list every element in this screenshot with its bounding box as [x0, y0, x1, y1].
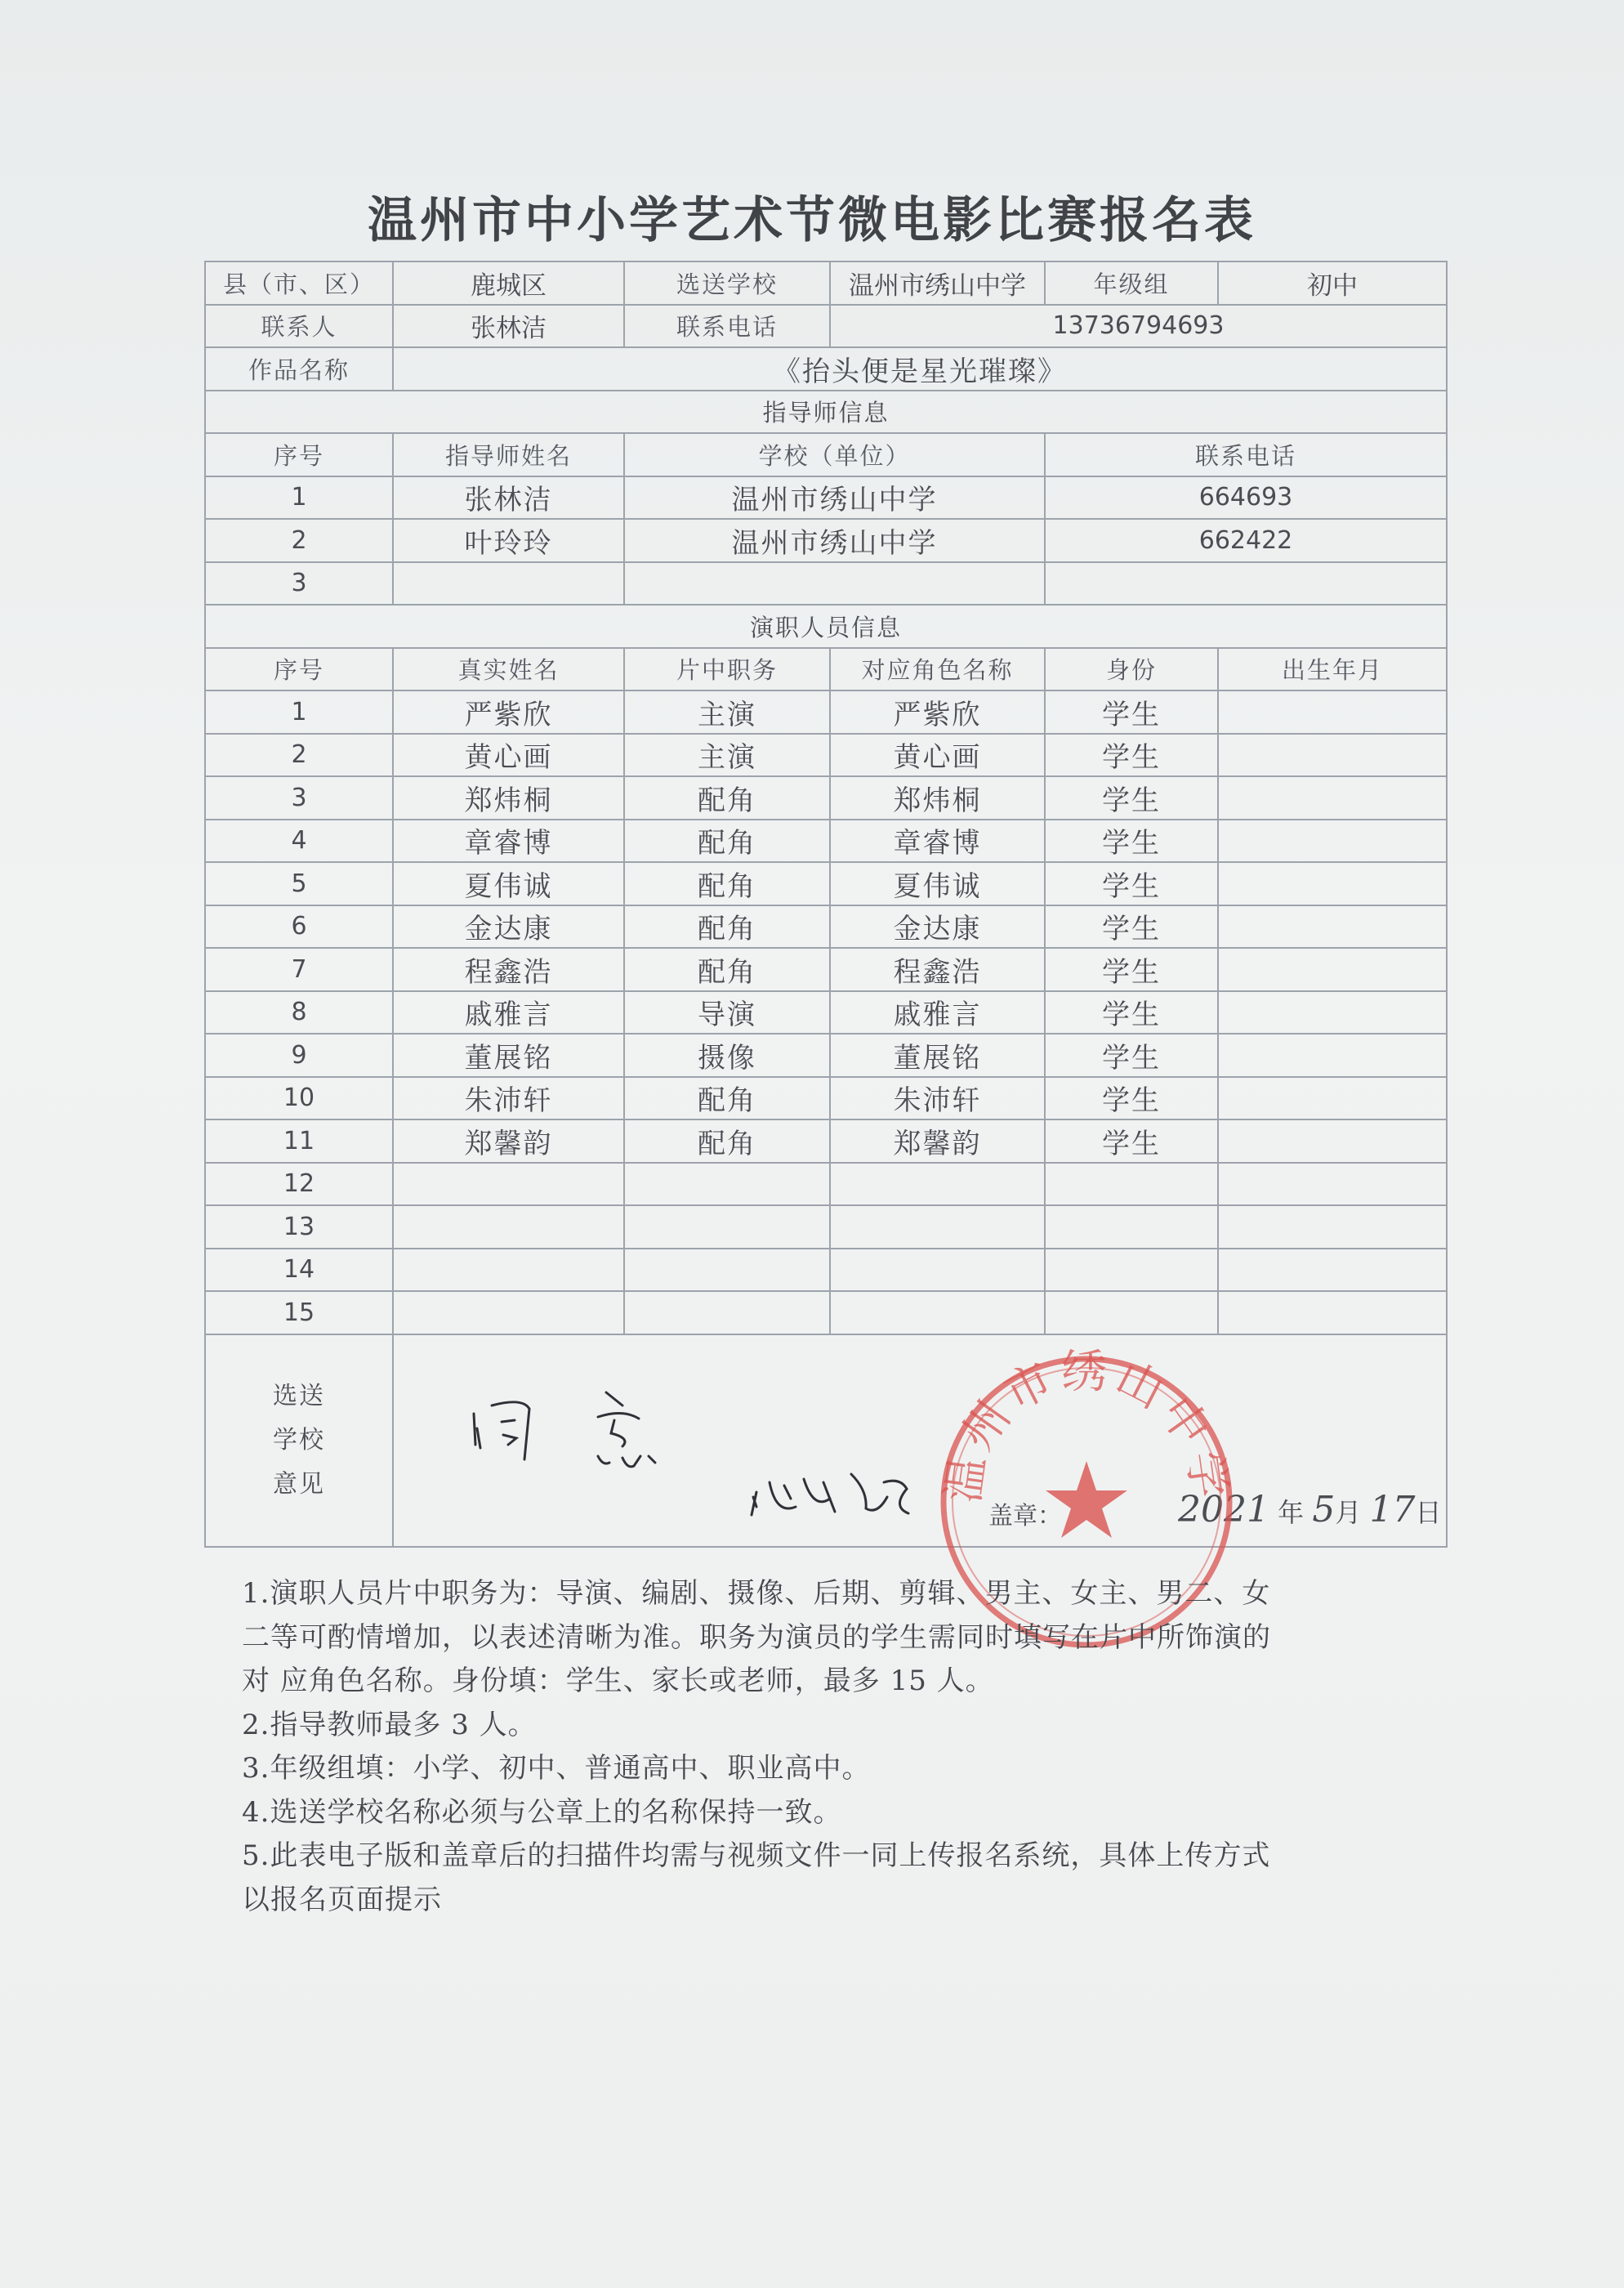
cast-character: 郑馨韵	[830, 1119, 1045, 1163]
work-label: 作品名称	[205, 347, 393, 391]
note-line: 对 应角色名称。身份填：学生、家长或老师，最多 15 人。	[242, 1665, 994, 1697]
cast-no: 13	[205, 1205, 393, 1249]
cast-birth	[1218, 776, 1447, 820]
cast-character: 严紫欣	[830, 690, 1045, 734]
cast-character: 金达康	[830, 905, 1045, 949]
instructor-row	[205, 519, 1447, 562]
cast-role: 摄像	[624, 1034, 830, 1077]
handwritten-principal-signature	[745, 1450, 941, 1531]
cast-row	[205, 948, 1447, 991]
cast-row	[205, 905, 1447, 949]
cast-identity: 学生	[1045, 734, 1218, 777]
cast-section-title: 演职人员信息	[205, 605, 1447, 648]
cast-header-role: 片中职务	[624, 648, 830, 691]
cast-row	[205, 1034, 1447, 1077]
instructor-section-row	[205, 391, 1447, 434]
cast-no: 14	[205, 1249, 393, 1292]
date-day: 17	[1369, 1488, 1416, 1531]
cast-identity: 学生	[1045, 820, 1218, 863]
cast-no: 7	[205, 948, 393, 991]
cast-character: 章睿博	[830, 820, 1045, 863]
school-value: 温州市绣山中学	[830, 261, 1045, 305]
instructor-name: 叶玲玲	[393, 519, 624, 562]
cast-name: 金达康	[393, 905, 624, 949]
cast-name	[393, 1163, 624, 1206]
cast-no: 5	[205, 862, 393, 905]
handwritten-opinion-signature	[459, 1381, 704, 1487]
cast-no: 10	[205, 1077, 393, 1120]
seal-label: 盖章：	[988, 1501, 1062, 1531]
cast-identity: 学生	[1045, 1119, 1218, 1163]
cast-header-character: 对应角色名称	[830, 648, 1045, 691]
cast-name: 夏伟诚	[393, 862, 624, 905]
cast-header-name: 真实姓名	[393, 648, 624, 691]
note-line: 2.指导教师最多 3 人。	[242, 1708, 537, 1741]
cast-name: 严紫欣	[393, 690, 624, 734]
cast-no: 15	[205, 1291, 393, 1334]
cast-role: 导演	[624, 991, 830, 1035]
cast-character	[830, 1163, 1045, 1206]
cast-row	[205, 1291, 1447, 1334]
cast-row	[205, 1205, 1447, 1249]
cast-no: 9	[205, 1034, 393, 1077]
phone-value: 13736794693	[830, 305, 1447, 348]
cast-no: 4	[205, 820, 393, 863]
cast-row	[205, 1077, 1447, 1120]
cast-role: 配角	[624, 1119, 830, 1163]
cast-name: 戚雅言	[393, 991, 624, 1035]
cast-row	[205, 820, 1447, 863]
cast-header-no: 序号	[205, 648, 393, 691]
date-month-char: 月	[1335, 1496, 1362, 1528]
cast-identity: 学生	[1045, 690, 1218, 734]
cast-name: 朱沛轩	[393, 1077, 624, 1120]
cast-name: 章睿博	[393, 820, 624, 863]
grade-label: 年级组	[1045, 261, 1218, 305]
cast-character: 郑炜桐	[830, 776, 1045, 820]
instructor-phone: 662422	[1045, 519, 1447, 562]
cast-birth	[1218, 1249, 1447, 1292]
note-line: 5.此表电子版和盖章后的扫描件均需与视频文件一同上传报名系统，具体上传方式	[242, 1839, 1271, 1872]
basic-row-1	[205, 261, 1447, 305]
cast-name	[393, 1249, 624, 1292]
opinion-row	[205, 1334, 1447, 1547]
note-line: 3.年级组填：小学、初中、普通高中、职业高中。	[242, 1752, 871, 1785]
cast-birth	[1218, 820, 1447, 863]
cast-no: 6	[205, 905, 393, 949]
cast-birth	[1218, 862, 1447, 905]
cast-role: 主演	[624, 734, 830, 777]
cast-header-identity: 身份	[1045, 648, 1218, 691]
contact-value: 张林洁	[393, 305, 624, 348]
cast-character	[830, 1291, 1045, 1334]
cast-role: 配角	[624, 1077, 830, 1120]
cast-header-row	[205, 648, 1447, 691]
cast-row	[205, 1163, 1447, 1206]
cast-name: 郑炜桐	[393, 776, 624, 820]
instructor-no: 1	[205, 476, 393, 520]
cast-row	[205, 690, 1447, 734]
cast-identity: 学生	[1045, 1077, 1218, 1120]
cast-role: 主演	[624, 690, 830, 734]
cast-no: 11	[205, 1119, 393, 1163]
instructor-school: 温州市绣山中学	[624, 476, 1045, 520]
instructor-section-title: 指导师信息	[205, 391, 1447, 434]
cast-name	[393, 1205, 624, 1249]
date-year: 2021	[1178, 1488, 1269, 1531]
cast-name: 董展铭	[393, 1034, 624, 1077]
grade-value: 初中	[1218, 261, 1447, 305]
instructor-row	[205, 562, 1447, 606]
instructor-phone: 664693	[1045, 476, 1447, 520]
cast-row	[205, 1249, 1447, 1292]
cast-birth	[1218, 1291, 1447, 1334]
instructor-school: 温州市绣山中学	[624, 519, 1045, 562]
cast-identity: 学生	[1045, 948, 1218, 991]
cast-role	[624, 1163, 830, 1206]
cast-header-birth: 出生年月	[1218, 648, 1447, 691]
cast-character: 黄心画	[830, 734, 1045, 777]
instructor-school	[624, 562, 1045, 606]
cast-character	[830, 1249, 1045, 1292]
cast-character	[830, 1205, 1045, 1249]
cast-role	[624, 1291, 830, 1334]
cast-no: 8	[205, 991, 393, 1035]
work-value: 《抬头便是星光璀璨》	[393, 347, 1447, 391]
cast-identity	[1045, 1205, 1218, 1249]
opinion-label-line-1: 选送	[273, 1381, 325, 1410]
cast-character: 朱沛轩	[830, 1077, 1045, 1120]
date-month: 5	[1312, 1488, 1336, 1531]
cast-role: 配角	[624, 820, 830, 863]
basic-row-3	[205, 347, 1447, 391]
note-line: 4.选送学校名称必须与公章上的名称保持一致。	[242, 1795, 842, 1829]
cast-birth	[1218, 690, 1447, 734]
cast-character: 董展铭	[830, 1034, 1045, 1077]
cast-identity	[1045, 1249, 1218, 1292]
cast-identity: 学生	[1045, 991, 1218, 1035]
cast-character: 程鑫浩	[830, 948, 1045, 991]
cast-section-row	[205, 605, 1447, 648]
cast-character: 戚雅言	[830, 991, 1045, 1035]
cast-role	[624, 1249, 830, 1292]
instructor-no: 3	[205, 562, 393, 606]
instructor-phone	[1045, 562, 1447, 606]
cast-identity: 学生	[1045, 1034, 1218, 1077]
cast-no: 12	[205, 1163, 393, 1206]
note-line: 以报名页面提示	[242, 1883, 442, 1916]
cast-row	[205, 776, 1447, 820]
notes-section	[242, 1572, 1402, 1922]
date-year-char: 年	[1278, 1496, 1305, 1528]
seal-star-icon	[1046, 1461, 1127, 1538]
seal-text: 温州市绣山中学	[936, 1347, 1237, 1506]
instructor-name	[393, 562, 624, 606]
county-value: 鹿城区	[393, 261, 624, 305]
cast-no: 2	[205, 734, 393, 777]
basic-row-2	[205, 305, 1447, 348]
instructor-header-phone: 联系电话	[1045, 433, 1447, 476]
cast-birth	[1218, 905, 1447, 949]
cast-identity: 学生	[1045, 776, 1218, 820]
cast-no: 1	[205, 690, 393, 734]
cast-role: 配角	[624, 862, 830, 905]
instructor-header-school: 学校（单位）	[624, 433, 1045, 476]
date-day-char: 日	[1415, 1496, 1442, 1528]
cast-name: 郑馨韵	[393, 1119, 624, 1163]
cast-identity: 学生	[1045, 862, 1218, 905]
cast-no: 3	[205, 776, 393, 820]
cast-birth	[1218, 948, 1447, 991]
opinion-label-line-2: 学校	[273, 1425, 325, 1455]
cast-role	[624, 1205, 830, 1249]
cast-row	[205, 991, 1447, 1035]
cast-birth	[1218, 1034, 1447, 1077]
cast-role: 配角	[624, 776, 830, 820]
cast-identity: 学生	[1045, 905, 1218, 949]
cast-row	[205, 734, 1447, 777]
cast-name: 黄心画	[393, 734, 624, 777]
opinion-label	[205, 1334, 393, 1547]
cast-birth	[1218, 991, 1447, 1035]
note-line: 1.演职人员片中职务为：导演、编剧、摄像、后期、剪辑、男主、女主、男二、女	[242, 1577, 1271, 1610]
instructor-no: 2	[205, 519, 393, 562]
cast-role: 配角	[624, 905, 830, 949]
form-title: 温州市中小学艺术节微电影比赛报名表	[368, 192, 1256, 249]
instructor-name: 张林洁	[393, 476, 624, 520]
opinion-cell	[393, 1334, 1447, 1547]
school-label: 选送学校	[624, 261, 830, 305]
cast-row	[205, 1119, 1447, 1163]
cast-name	[393, 1291, 624, 1334]
cast-identity	[1045, 1291, 1218, 1334]
phone-label: 联系电话	[624, 305, 830, 348]
cast-birth	[1218, 1205, 1447, 1249]
cast-name: 程鑫浩	[393, 948, 624, 991]
cast-identity	[1045, 1163, 1218, 1206]
note-line: 二等可酌情增加，以表述清晰为准。职务为演员的学生需同时填写在片中所饰演的	[242, 1620, 1271, 1654]
instructor-header-row	[205, 433, 1447, 476]
instructor-header-no: 序号	[205, 433, 393, 476]
instructor-row	[205, 476, 1447, 520]
county-label: 县（市、区）	[205, 261, 393, 305]
cast-birth	[1218, 734, 1447, 777]
cast-character: 夏伟诚	[830, 862, 1045, 905]
opinion-label-line-3: 意见	[273, 1469, 325, 1499]
cast-birth	[1218, 1163, 1447, 1206]
cast-birth	[1218, 1077, 1447, 1120]
contact-label: 联系人	[205, 305, 393, 348]
registration-form-table	[204, 261, 1448, 1548]
instructor-header-name: 指导师姓名	[393, 433, 624, 476]
cast-role: 配角	[624, 948, 830, 991]
cast-row	[205, 862, 1447, 905]
cast-birth	[1218, 1119, 1447, 1163]
